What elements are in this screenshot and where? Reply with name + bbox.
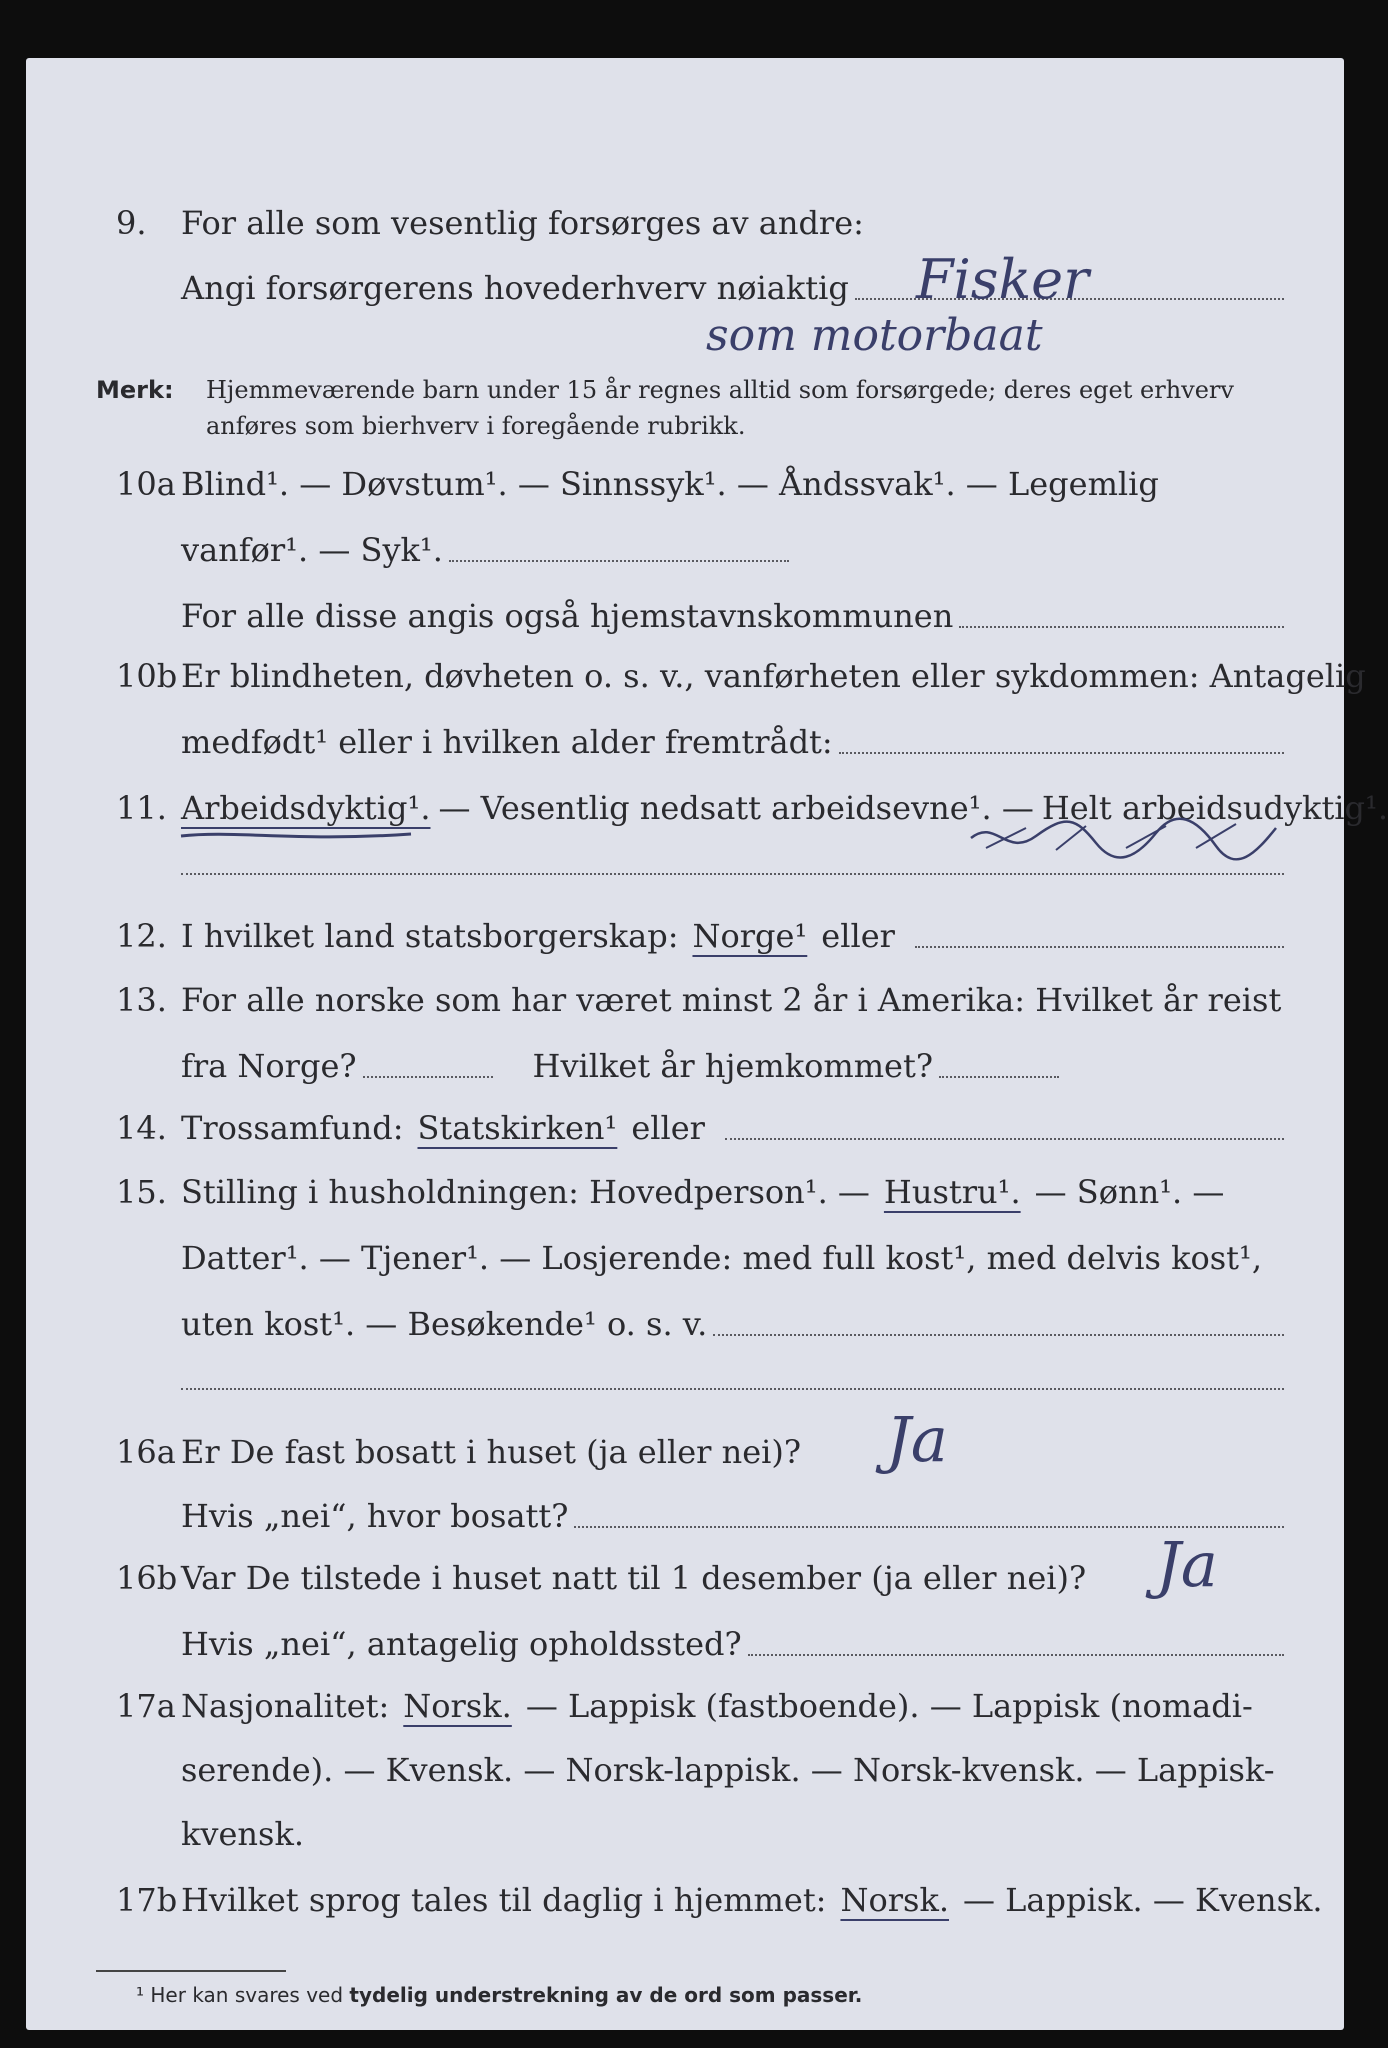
question-text: eller [631,1109,705,1147]
option-text[interactable]: — Vesentlig nedsatt arbeidsevne¹. — [438,789,1034,827]
handwritten-answer: som motorbaat [706,310,1043,361]
section-number: 11. [116,789,167,827]
question-text: Blind¹. — Døvstum¹. — Sinnssyk¹. — Åndssvak¹. — Legemlig [181,465,1159,503]
section-number: 15. [116,1173,167,1211]
section-number: 16b [116,1559,178,1597]
question-text: Er blindheten, døvheten o. s. v., vanførheten eller sykdommen: Antagelig [181,657,1366,695]
question-text: Stilling i husholdningen: Hovedperson¹. — [181,1173,870,1211]
option-norsk-selected[interactable]: Norsk. [840,1881,949,1919]
question-text: eller [821,917,895,955]
answer-field[interactable] [713,1312,1284,1336]
answer-field[interactable] [363,1054,493,1078]
question-text: For alle disse angis også hjemstavnskommunen [181,597,954,635]
option-norsk-selected[interactable]: Norsk. [403,1687,512,1725]
footnote [136,1983,862,2007]
section-number: 10a [116,465,176,503]
footnote-divider [96,1970,286,1972]
handwritten-answer: Fisker [916,248,1089,311]
section-number: 13. [116,981,167,1019]
question-text: medfødt¹ eller i hvilken alder fremtrådt: [181,723,833,761]
section-number: 10b [116,657,178,695]
section-number: 9. [116,204,147,242]
option-norge-selected[interactable]: Norge¹ [692,917,808,955]
footnote-bold-text: tydelig understrekning av de ord som passer. [349,1983,863,2007]
section-number: 17a [116,1687,176,1725]
question-text: — Sønn¹. — [1034,1173,1225,1211]
question-text: I hvilket land statsborgerskap: [181,917,679,955]
option-hustru-selected[interactable]: Hustru¹. [883,1173,1021,1211]
answer-field[interactable] [449,538,789,562]
answer-field[interactable] [959,604,1284,628]
answer-field[interactable] [748,1632,1284,1656]
question-text: For alle norske som har været minst 2 år i Amerika: Hvilket år reist [181,981,1282,1019]
question-text: vanfør¹. — Syk¹. [181,531,443,569]
option-helt-arbeidsudyktig[interactable]: Helt arbeidsudyktig¹. [1041,789,1388,827]
question-text: Var De tilstede i huset natt til 1 desember (ja eller nei)? [181,1559,1087,1597]
question-text: For alle som vesentlig forsørges av andre: [181,204,864,242]
question-text: Nasjonalitet: [181,1687,390,1725]
question-text: Hvilket år hjemkommet? [532,1047,933,1085]
census-form-page [26,58,1388,2030]
question-text: — Lappisk (fastboende). — Lappisk (nomadi- [525,1687,1253,1725]
question-text: — Lappisk. — Kvensk. [963,1881,1323,1919]
answer-field[interactable] [574,1504,1284,1528]
scribble-strikeout [966,818,1286,858]
section-number: 17b [116,1881,178,1919]
question-text: Er De fast bosatt i huset (ja eller nei)? [181,1433,802,1471]
question-text: Hvis „nei“, hvor bosatt? [181,1497,569,1535]
option-arbeidsdyktig-selected[interactable]: Arbeidsdyktig¹. [181,789,431,827]
footnote-mark: ¹ [136,1983,145,2007]
answer-field[interactable] [915,924,1284,948]
question-text: fra Norge? [181,1047,357,1085]
question-text: Hvis „nei“, antagelig opholdssted? [181,1625,742,1663]
underline-mark [176,826,416,846]
note-text: Hjemmeværende barn under 15 år regnes alltid som forsørgede; deres eget erhverv [206,376,1234,404]
question-text: uten kost¹. — Besøkende¹ o. s. v. [181,1305,708,1343]
merk-label: Merk: [96,376,174,404]
question-text: Datter¹. — Tjener¹. — Losjerende: med full kost¹, med delvis kost¹, [181,1239,1263,1277]
answer-field[interactable] [725,1116,1284,1140]
question-text: serende). — Kvensk. — Norsk-lappisk. — Norsk-kvensk. — Lappisk- [181,1751,1275,1789]
question-text: Hvilket sprog tales til daglig i hjemmet: [181,1881,827,1919]
section-number: 14. [116,1109,167,1147]
answer-field[interactable] [939,1054,1059,1078]
handwritten-answer: Ja [886,1403,948,1476]
question-text: kvensk. [181,1815,304,1853]
answer-field[interactable] [181,1388,1284,1390]
section-number: 12. [116,917,167,955]
answer-field[interactable] [181,873,1284,875]
question-text: Angi forsørgerens hovederhverv nøiaktig [181,269,849,307]
section-number: 16a [116,1433,176,1471]
note-text: anføres som bierhverv i foregående rubrikk. [206,412,746,440]
option-statskirken-selected[interactable]: Statskirken¹ [417,1109,618,1147]
handwritten-answer: Ja [1156,1528,1218,1601]
footnote-text: Her kan svares ved [150,1983,344,2007]
question-text: Trossamfund: [181,1109,404,1147]
answer-field[interactable] [839,730,1284,754]
